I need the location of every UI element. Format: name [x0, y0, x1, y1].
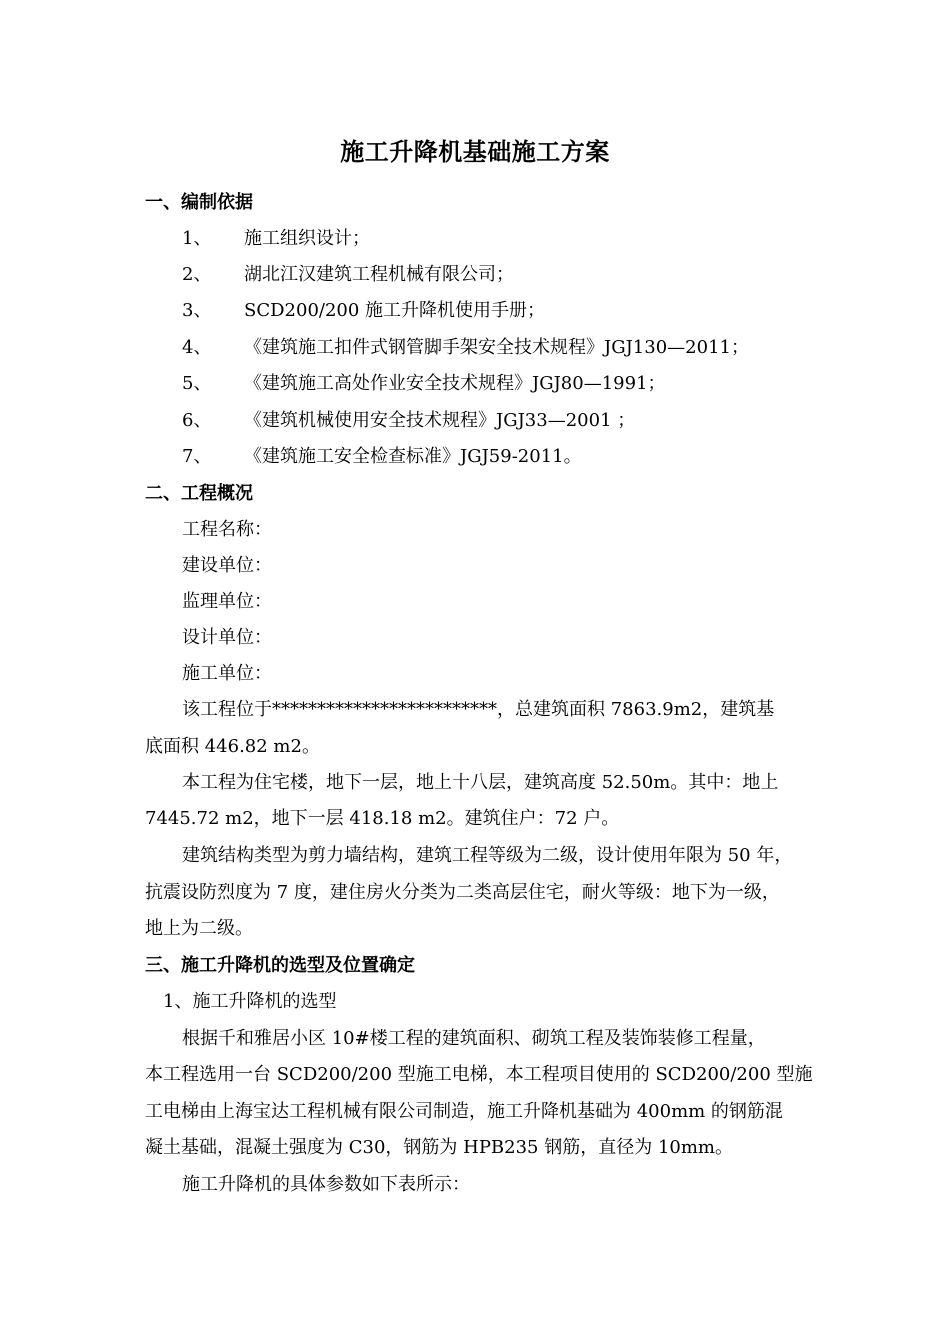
paragraph-structure-line: 地上为二级。: [145, 918, 253, 939]
paragraph-selection-line: 凝土基础，混凝土强度为 C30，钢筋为 HPB235 钢筋，直径为 10mm。: [145, 1137, 733, 1158]
paragraph-parameters-intro: 施工升降机的具体参数如下表所示：: [182, 1174, 470, 1195]
field-project-name: 工程名称：: [182, 519, 272, 540]
section-heading-basis: 一、编制依据: [145, 192, 253, 213]
subsection-heading: 1、施工升降机的选型: [163, 991, 337, 1012]
section-heading-selection: 三、施工升降机的选型及位置确定: [145, 955, 415, 976]
paragraph-location-line: 底面积 446.82 m2。: [145, 736, 320, 757]
paragraph-location-line: 该工程位于*************************，总建筑面积 7863.9m2，建筑基: [182, 699, 775, 720]
list-item-text: 《建筑施工扣件式钢管脚手架安全技术规程》JGJ130—2011；: [244, 337, 749, 358]
field-designer: 设计单位：: [182, 627, 272, 648]
list-item: [182, 444, 582, 470]
list-item-number: 7、: [182, 446, 212, 467]
list-item-text: 《建筑机械使用安全技术规程》JGJ33—2001 ；: [244, 410, 636, 431]
field-client: 建设单位：: [182, 555, 272, 576]
paragraph-selection-line: 根据千和雅居小区 10#楼工程的建筑面积、砌筑工程及装饰装修工程量，: [182, 1028, 766, 1049]
paragraph-building-line: 本工程为住宅楼，地下一层，地上十八层，建筑高度 52.50m。其中：地上: [182, 772, 779, 793]
list-item-number: 3、: [182, 300, 212, 321]
list-item-number: 1、: [182, 228, 212, 249]
list-item: [182, 371, 666, 397]
list-item-text: SCD200/200 施工升降机使用手册；: [244, 300, 546, 321]
list-item-text: 施工组织设计；: [244, 228, 370, 249]
list-item-number: 2、: [182, 264, 212, 285]
paragraph-building-line: 7445.72 m2，地下一层 418.18 m2。建筑住户：72 户。: [145, 808, 620, 829]
paragraph-selection-line: 工电梯由上海宝达工程机械有限公司制造，施工升降机基础为 400mm 的钢筋混: [145, 1101, 783, 1122]
list-item: [182, 298, 545, 324]
field-supervisor: 监理单位：: [182, 591, 272, 612]
list-item: [182, 335, 749, 361]
paragraph-structure-line: 抗震设防烈度为 7 度，建住房火分类为二类高层住宅，耐火等级：地下为一级，: [145, 882, 780, 903]
section-heading-overview: 二、工程概况: [145, 483, 253, 504]
field-contractor: 施工单位：: [182, 663, 272, 684]
document-title: 施工升降机基础施工方案: [340, 137, 610, 166]
list-item-text: 湖北江汉建筑工程机械有限公司；: [244, 264, 514, 285]
paragraph-structure-line: 建筑结构类型为剪力墙结构，建筑工程等级为二级，设计使用年限为 50 年，: [182, 845, 793, 866]
list-item: [182, 226, 370, 252]
list-item-text: 《建筑施工高处作业安全技术规程》JGJ80—1991；: [244, 373, 666, 394]
list-item: [182, 408, 635, 434]
list-item-text: 《建筑施工安全检查标准》JGJ59-2011。: [244, 446, 582, 467]
list-item-number: 5、: [182, 373, 212, 394]
list-item-number: 6、: [182, 410, 212, 431]
paragraph-selection-line: 本工程选用一台 SCD200/200 型施工电梯，本工程项目使用的 SCD200/200 型施: [145, 1064, 813, 1085]
list-item-number: 4、: [182, 337, 212, 358]
list-item: [182, 262, 514, 288]
